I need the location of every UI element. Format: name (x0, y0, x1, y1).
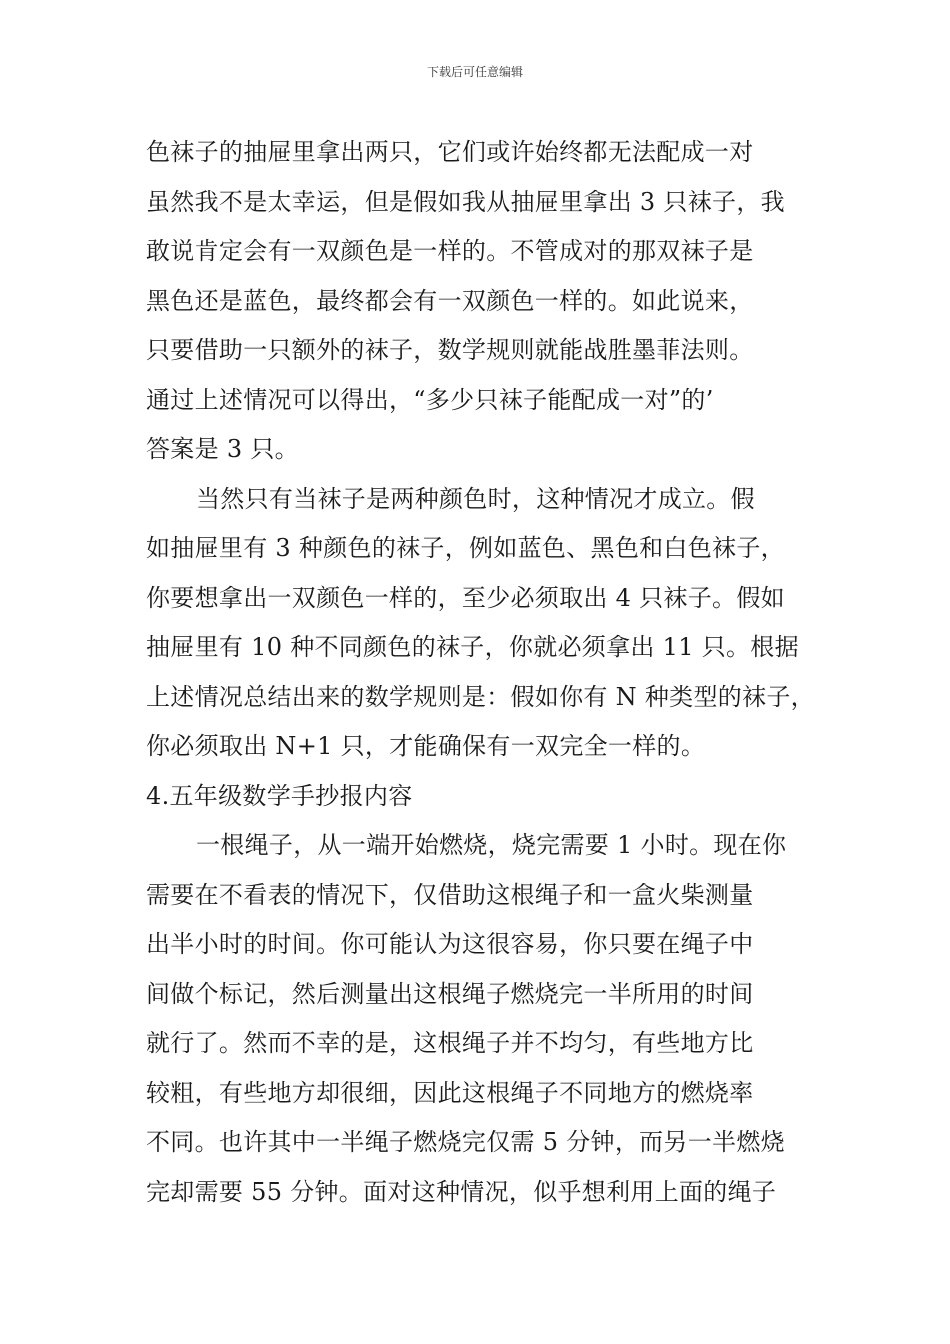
text-line: 答案是 3 只。 (146, 435, 299, 463)
text-line: 上述情况总结出来的数学规则是：假如你有 N 种类型的袜子， (146, 682, 815, 711)
text-line: 虽然我不是太幸运，但是假如我从抽屉里拿出 3 只袜子，我 (146, 187, 785, 216)
document-body (146, 128, 826, 1217)
text-line: 如抽屉里有 3 种颜色的袜子，例如蓝色、黑色和白色袜子， (146, 534, 785, 562)
text-line: 敢说肯定会有一双颜色是一样的。不管成对的那双袜子是 (146, 237, 754, 265)
page-header: 下载后可任意编辑 (426, 65, 523, 79)
text-line: 完却需要 55 分钟。面对这种情况，似乎想利用上面的绳子 (146, 1177, 777, 1206)
text-line: 你要想拿出一双颜色一样的，至少必须取出 4 只袜子。假如 (146, 583, 785, 612)
text-line: 抽屉里有 10 种不同颜色的袜子，你就必须拿出 11 只。根据 (146, 633, 799, 661)
text-line: 色袜子的抽屉里拿出两只，它们或许始终都无法配成一对 (146, 138, 754, 166)
text-line: 较粗，有些地方却很细，因此这根绳子不同地方的燃烧率 (146, 1078, 754, 1107)
text-line: 需要在不看表的情况下，仅借助这根绳子和一盒火柴测量 (146, 880, 754, 909)
text-line: 只要借助一只额外的袜子，数学规则就能战胜墨菲法则。 (146, 336, 754, 364)
paragraph-start-line: 当然只有当袜子是两种颜色时，这种情况才成立。假 (196, 484, 755, 513)
text-line: 黑色还是蓝色，最终都会有一双颜色一样的。如此说来， (146, 286, 754, 315)
text-line: 通过上述情况可以得出，“多少只袜子能配成一对”的’ (146, 385, 714, 414)
text-line: 你必须取出 N+1 只，才能确保有一双完全一样的。 (146, 732, 706, 760)
text-line: 就行了。然而不幸的是，这根绳子并不均匀，有些地方比 (146, 1029, 754, 1057)
paragraph-start-line: 一根绳子，从一端开始燃烧，烧完需要 1 小时。现在你 (196, 831, 787, 859)
section-heading: 4.五年级数学手抄报内容 (146, 781, 413, 810)
text-line: 出半小时的时间。你可能认为这很容易，你只要在绳子中 (146, 930, 754, 958)
text-line: 不同。也许其中一半绳子燃烧完仅需 5 分钟，而另一半燃烧 (146, 1128, 785, 1156)
text-line: 间做个标记，然后测量出这根绳子燃烧完一半所用的时间 (146, 979, 754, 1008)
